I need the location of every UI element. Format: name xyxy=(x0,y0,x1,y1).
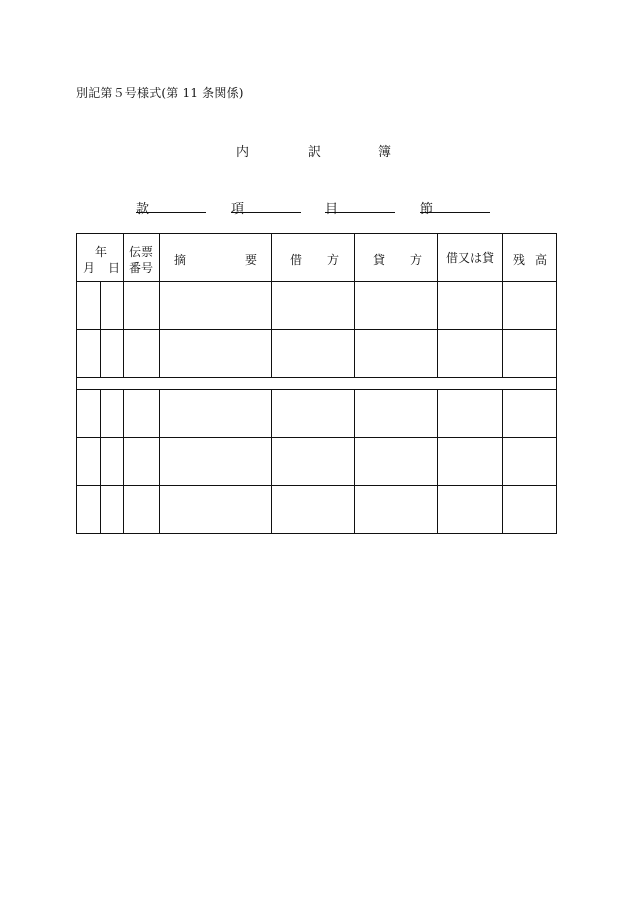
header-summary-b: 要 xyxy=(245,252,258,267)
cell-credit[interactable] xyxy=(355,282,438,330)
header-balance-a: 残 xyxy=(513,252,526,267)
header-debit-b: 方 xyxy=(327,252,340,267)
cell-summary[interactable] xyxy=(160,330,272,378)
cell-debit[interactable] xyxy=(272,330,355,378)
header-day: 日 xyxy=(108,260,121,275)
table-row xyxy=(77,486,557,534)
title-char-2: 訳 xyxy=(308,145,322,160)
cell-day[interactable] xyxy=(101,330,124,378)
header-summary xyxy=(160,234,272,282)
title-char-1: 内 xyxy=(236,145,250,160)
cell-balance[interactable] xyxy=(503,390,557,438)
cell-debit[interactable] xyxy=(272,282,355,330)
cell-slip-number[interactable] xyxy=(124,390,160,438)
cell-debit-or-credit[interactable] xyxy=(438,330,503,378)
table-row xyxy=(77,438,557,486)
table-row xyxy=(77,390,557,438)
header-credit-a: 貸 xyxy=(373,252,386,267)
cell-day[interactable] xyxy=(101,282,124,330)
field-kan-label: 款 xyxy=(136,202,150,217)
header-balance xyxy=(503,234,557,282)
header-balance-b: 高 xyxy=(535,252,548,267)
cell-day[interactable] xyxy=(101,438,124,486)
header-year: 年 xyxy=(95,244,108,259)
header-summary-a: 摘 xyxy=(174,252,187,267)
cell-month[interactable] xyxy=(77,330,101,378)
header-debit-or-credit: 借又は貸 xyxy=(438,234,503,282)
cell-month[interactable] xyxy=(77,438,101,486)
field-kou-label: 項 xyxy=(231,202,245,217)
field-kou[interactable] xyxy=(231,198,301,217)
header-row xyxy=(77,234,557,282)
cell-day[interactable] xyxy=(101,390,124,438)
cell-summary[interactable] xyxy=(160,282,272,330)
table-row xyxy=(77,282,557,330)
account-fields xyxy=(0,198,630,217)
cell-summary[interactable] xyxy=(160,390,272,438)
cell-credit[interactable] xyxy=(355,390,438,438)
field-setsu-label: 節 xyxy=(420,202,434,217)
table-row xyxy=(77,330,557,378)
cell-balance[interactable] xyxy=(503,438,557,486)
cell-debit-or-credit[interactable] xyxy=(438,282,503,330)
cell-balance[interactable] xyxy=(503,330,557,378)
cell-slip-number[interactable] xyxy=(124,330,160,378)
header-debit-a: 借 xyxy=(290,252,303,267)
separator-cell xyxy=(77,378,557,390)
separator-row xyxy=(77,378,557,390)
cell-debit-or-credit[interactable] xyxy=(438,438,503,486)
header-month: 月 xyxy=(83,260,96,275)
cell-month[interactable] xyxy=(77,390,101,438)
cell-balance[interactable] xyxy=(503,486,557,534)
cell-balance[interactable] xyxy=(503,282,557,330)
cell-debit[interactable] xyxy=(272,438,355,486)
form-number-label: 別記第５号様式(第 11 条関係) xyxy=(76,86,244,100)
cell-summary[interactable] xyxy=(160,486,272,534)
cell-slip-number[interactable] xyxy=(124,438,160,486)
header-credit-b: 方 xyxy=(410,252,423,267)
field-moku[interactable] xyxy=(325,198,395,217)
field-setsu[interactable] xyxy=(420,198,490,217)
cell-debit-or-credit[interactable] xyxy=(438,486,503,534)
cell-debit-or-credit[interactable] xyxy=(438,390,503,438)
cell-slip-number[interactable] xyxy=(124,282,160,330)
header-slip-line1: 伝票 xyxy=(129,244,154,259)
cell-credit[interactable] xyxy=(355,330,438,378)
field-moku-label: 目 xyxy=(325,202,339,217)
cell-debit[interactable] xyxy=(272,390,355,438)
cell-credit[interactable] xyxy=(355,438,438,486)
cell-day[interactable] xyxy=(101,486,124,534)
document-title xyxy=(0,141,630,160)
header-debit xyxy=(272,234,355,282)
header-slip-line2: 番号 xyxy=(129,260,154,275)
field-kan[interactable] xyxy=(136,198,206,217)
cell-slip-number[interactable] xyxy=(124,486,160,534)
title-char-3: 簿 xyxy=(378,145,392,160)
header-credit xyxy=(355,234,438,282)
cell-month[interactable] xyxy=(77,486,101,534)
cell-debit[interactable] xyxy=(272,486,355,534)
header-date xyxy=(77,234,124,282)
header-slip-number xyxy=(124,234,160,282)
cell-credit[interactable] xyxy=(355,486,438,534)
cell-summary[interactable] xyxy=(160,438,272,486)
ledger-table xyxy=(76,233,557,534)
cell-month[interactable] xyxy=(77,282,101,330)
